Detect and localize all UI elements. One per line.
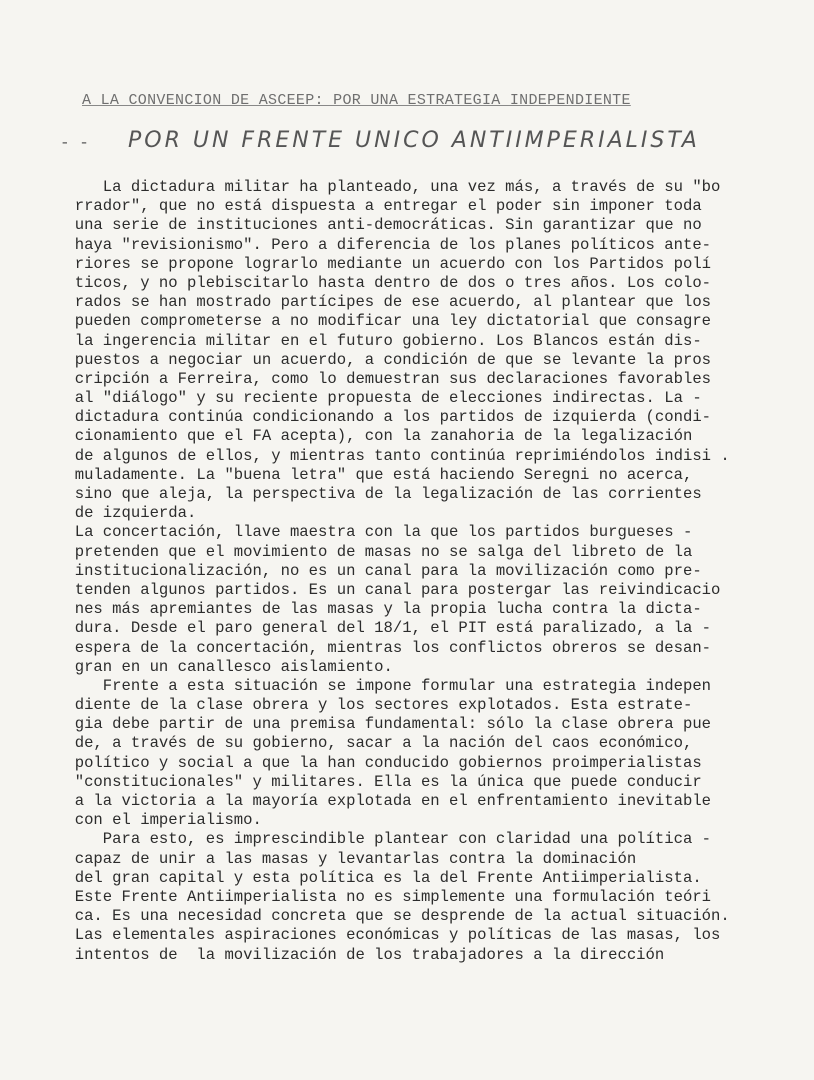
text-line: dura. Desde el paro general del 18/1, el PIT está paralizado, a la -	[56, 619, 712, 638]
text-line: cionamiento que el FA acepta), con la zanahoria de la legalización	[56, 427, 693, 446]
text-line: Las elementales aspiraciones económicas y políticas de las masas, los	[56, 926, 721, 945]
text-line: muladamente. La "buena letra" que está haciendo Seregni no acerca,	[56, 465, 693, 484]
text-line: una serie de instituciones anti-democráticas. Sin garantizar que no	[56, 216, 702, 235]
text-line: de izquierda.	[56, 504, 197, 523]
text-line: nes más apremiantes de las masas y la propia lucha contra la dicta-	[56, 600, 702, 619]
text-line: cripción a Ferreira, como lo demuestran sus declaraciones favorables	[56, 369, 712, 388]
text-line: con el imperialismo.	[56, 811, 262, 830]
text-line: haya "revisionismo". Pero a diferencia de los planes políticos ante-	[56, 235, 712, 254]
text-line: capaz de unir a las masas y levantarlas contra la dominación	[56, 849, 637, 868]
text-line: intentos de la movilización de los trabajadores a la dirección	[56, 945, 665, 964]
text-line: gia debe partir de una premisa fundamental: sólo la clase obrera pue	[56, 715, 712, 734]
text-line: Para esto, es imprescindible plantear con claridad una política -	[56, 830, 712, 849]
text-line: sino que aleja, la perspectiva de la legalización de las corrientes	[56, 485, 702, 503]
text-line: a la victoria a la mayoría explotada en el enfrentamiento inevitable	[56, 792, 712, 810]
text-line: Frente a esta situación se impone formular una estrategia indepen	[56, 676, 712, 695]
text-line: tenden algunos partidos. Es un canal para postergar las reivindicacio	[56, 580, 721, 599]
text-line: político y social a que la han conducido gobiernos proimperialistas	[56, 753, 702, 772]
text-line: del gran capital y esta política es la del Frente Antiimperialista.	[56, 868, 702, 887]
text-line: gran en un canallesco aislamiento.	[56, 657, 393, 676]
text-line: de, a través de su gobierno, sacar a la nación del caos económico,	[56, 734, 693, 753]
text-line: al "diálogo" y su reciente propuesta de elecciones indirectas. La -	[56, 389, 702, 408]
text-line: rados se han mostrado partícipes de ese acuerdo, al plantear que los	[56, 293, 712, 312]
document-header: A LA CONVENCION DE ASCEEP: POR UNA ESTRATEGIA INDEPENDIENTE	[82, 92, 631, 109]
title-dash: - -	[60, 134, 89, 152]
text-line: puestos a negociar un acuerdo, a condición de que se levante la pros	[56, 350, 712, 369]
text-line: espera de la concertación, mientras los conflictos obreros se desan-	[56, 638, 712, 657]
text-line: pretenden que el movimiento de masas no se salga del libreto de la	[56, 542, 693, 561]
text-line: ticos, y no plebiscitarlo hasta dentro de dos o tres años. Los colo-	[56, 273, 712, 292]
document-title: POR UN FRENTE UNICO ANTIIMPERIALISTA	[128, 128, 700, 153]
text-line: diente de la clase obrera y los sectores explotados. Esta estrate-	[56, 696, 693, 715]
text-line: "constitucionales" y militares. Ella es la única que puede conducir	[56, 772, 702, 791]
text-line: Este Frente Antiimperialista no es simplemente una formulación teóri	[56, 887, 712, 906]
text-line: La concertación, llave maestra con la que los partidos burgueses -	[56, 523, 693, 542]
document-body	[56, 178, 784, 965]
text-line: ca. Es una necesidad concreta que se desprende de la actual situación.	[56, 907, 730, 926]
text-line: la ingerencia militar en el futuro gobierno. Los Blancos están dis-	[56, 331, 702, 350]
text-line: pueden comprometerse a no modificar una ley dictatorial que consagre	[56, 312, 712, 331]
text-line: de algunos de ellos, y mientras tanto continúa reprimiéndolos indisi .	[56, 446, 730, 465]
text-line: dictadura continúa condicionando a los partidos de izquierda (condi-	[56, 408, 712, 427]
text-line: rrador", que no está dispuesta a entregar el poder sin imponer toda	[56, 197, 702, 216]
text-line: institucionalización, no es un canal para la movilización como pre-	[56, 561, 702, 580]
text-line: La dictadura militar ha planteado, una vez más, a través de su "bo	[56, 178, 721, 196]
text-line: riores se propone lograrlo mediante un acuerdo con los Partidos polí	[56, 254, 712, 273]
